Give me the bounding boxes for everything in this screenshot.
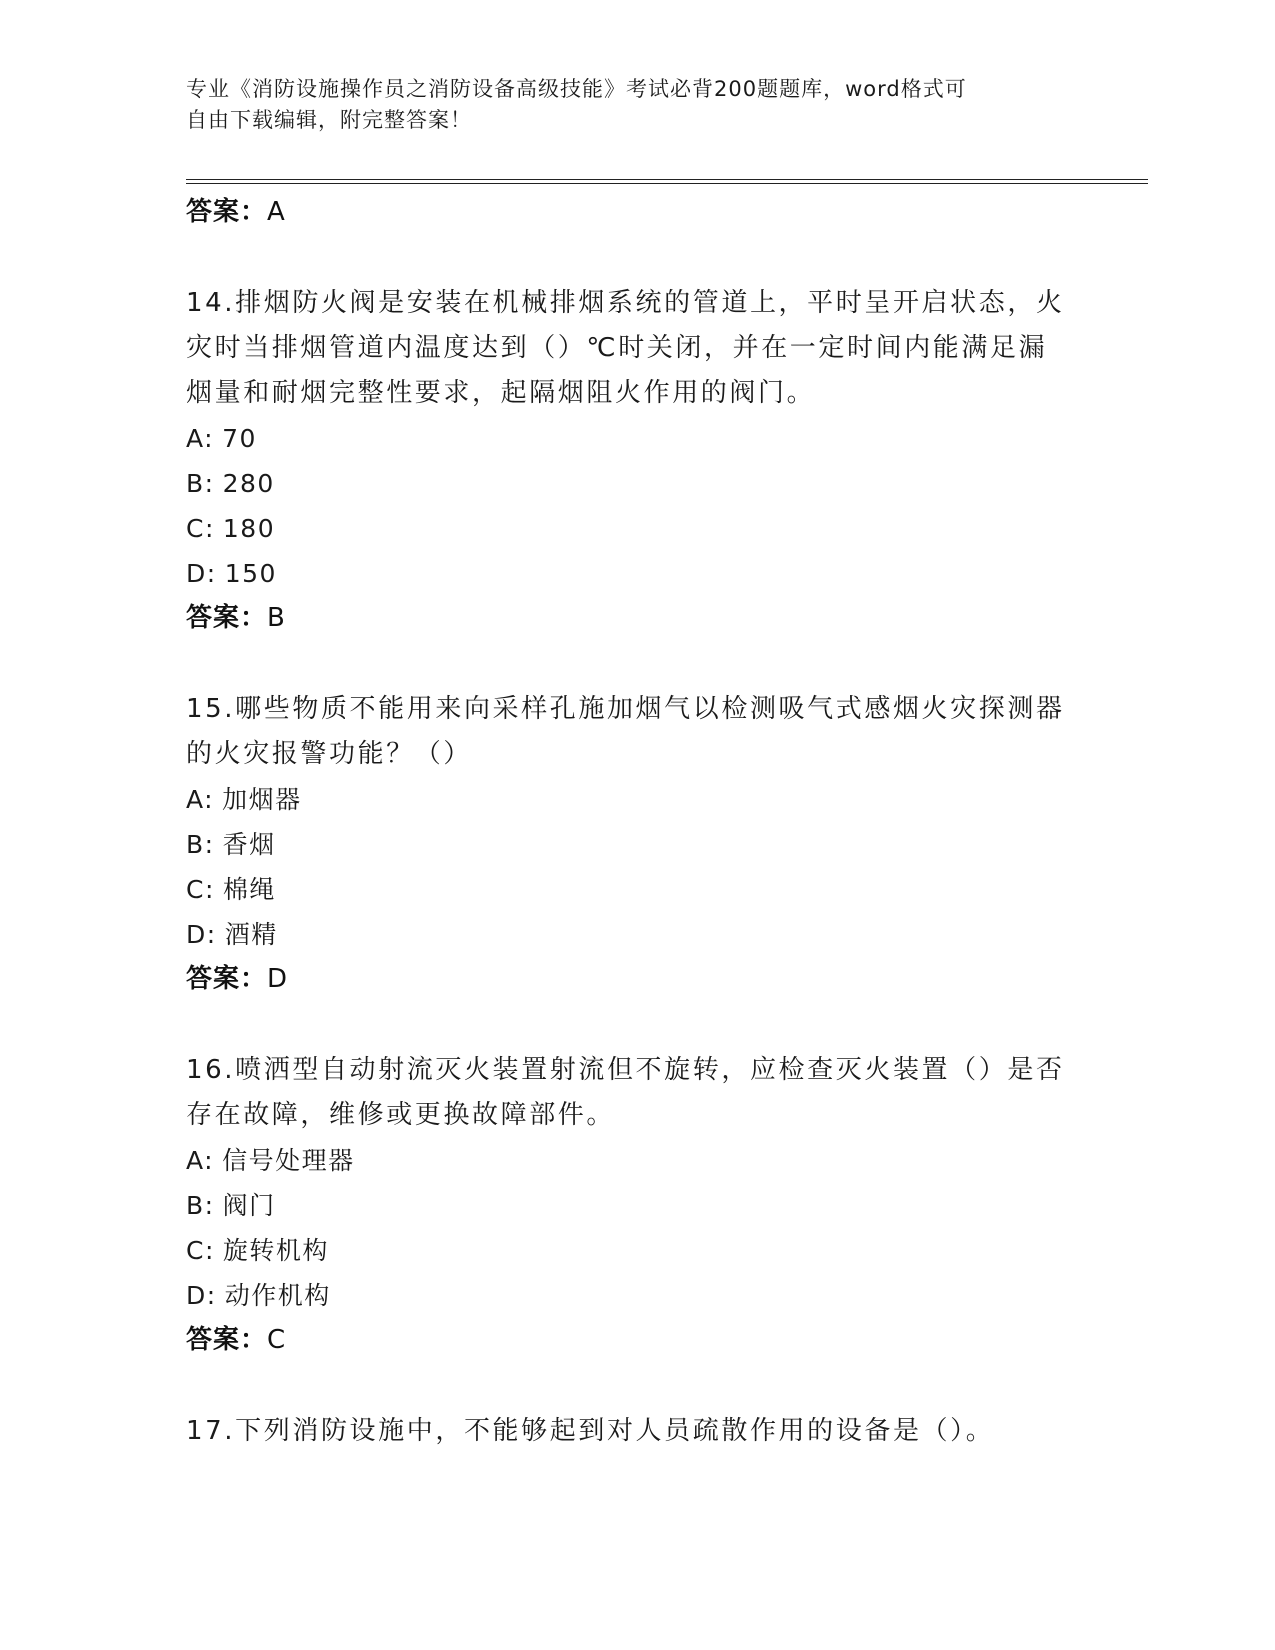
answer-label: 答案： xyxy=(186,1325,268,1355)
answer-value: B xyxy=(267,603,286,633)
question-line: 的火灾报警功能？（） xyxy=(186,739,473,769)
question-list xyxy=(186,190,1086,1454)
answer-line xyxy=(186,1318,1086,1362)
question-block xyxy=(186,281,1086,640)
header-line-1: 专业《消防设施操作员之消防设备高级技能》考试必背200题题库，word格式可 xyxy=(186,77,967,101)
question-text xyxy=(186,281,1066,416)
option-a: A: 信号处理器 xyxy=(186,1146,355,1175)
question-line: 烟量和耐烟完整性要求，起隔烟阻火作用的阀门。 xyxy=(186,378,816,408)
option-a: A: 加烟器 xyxy=(186,785,302,814)
answer-line xyxy=(186,596,1086,640)
header-line-2: 自由下载编辑，附完整答案！ xyxy=(186,108,472,132)
answer-value: C xyxy=(267,1325,287,1355)
header-divider-top xyxy=(186,179,1148,180)
answer-label: 答案： xyxy=(186,964,268,994)
option-c: C: 旋转机构 xyxy=(186,1236,329,1265)
header-divider-bottom xyxy=(186,183,1148,184)
question-line: 15.哪些物质不能用来向采样孔施加烟气以检测吸气式感烟火灾探测器 xyxy=(186,694,1065,724)
answer-value: D xyxy=(267,964,289,994)
option-a: A: 70 xyxy=(186,424,257,453)
question-line: 17.下列消防设施中，不能够起到对人员疏散作用的设备是（）。 xyxy=(186,1416,995,1446)
question-line: 14.排烟防火阀是安装在机械排烟系统的管道上，平时呈开启状态，火 xyxy=(186,288,1065,318)
option-d: D: 150 xyxy=(186,559,277,588)
option-c: C: 棉绳 xyxy=(186,875,276,904)
option-d: D: 动作机构 xyxy=(186,1281,331,1310)
option-c: C: 180 xyxy=(186,514,276,543)
document-header xyxy=(186,74,1066,136)
question-block xyxy=(186,1048,1086,1362)
question-line: 16.喷洒型自动射流灭火装置射流但不旋转，应检查灭火装置（）是否 xyxy=(186,1055,1065,1085)
answer-label: 答案： xyxy=(186,603,268,633)
answer-line xyxy=(186,957,1086,1001)
answer-line xyxy=(186,190,1086,234)
question-text xyxy=(186,1048,1066,1138)
option-b: B: 香烟 xyxy=(186,830,276,859)
question-line: 存在故障，维修或更换故障部件。 xyxy=(186,1100,616,1130)
option-d: D: 酒精 xyxy=(186,920,278,949)
answer-label: 答案： xyxy=(186,197,268,227)
question-block xyxy=(186,1409,1086,1454)
question-text xyxy=(186,687,1066,777)
option-b: B: 280 xyxy=(186,469,275,498)
question-line: 灾时当排烟管道内温度达到（）℃时关闭，并在一定时间内能满足漏 xyxy=(186,333,1048,363)
answer-value: A xyxy=(267,197,286,227)
question-text xyxy=(186,1409,1066,1454)
question-block xyxy=(186,687,1086,1001)
option-b: B: 阀门 xyxy=(186,1191,276,1220)
